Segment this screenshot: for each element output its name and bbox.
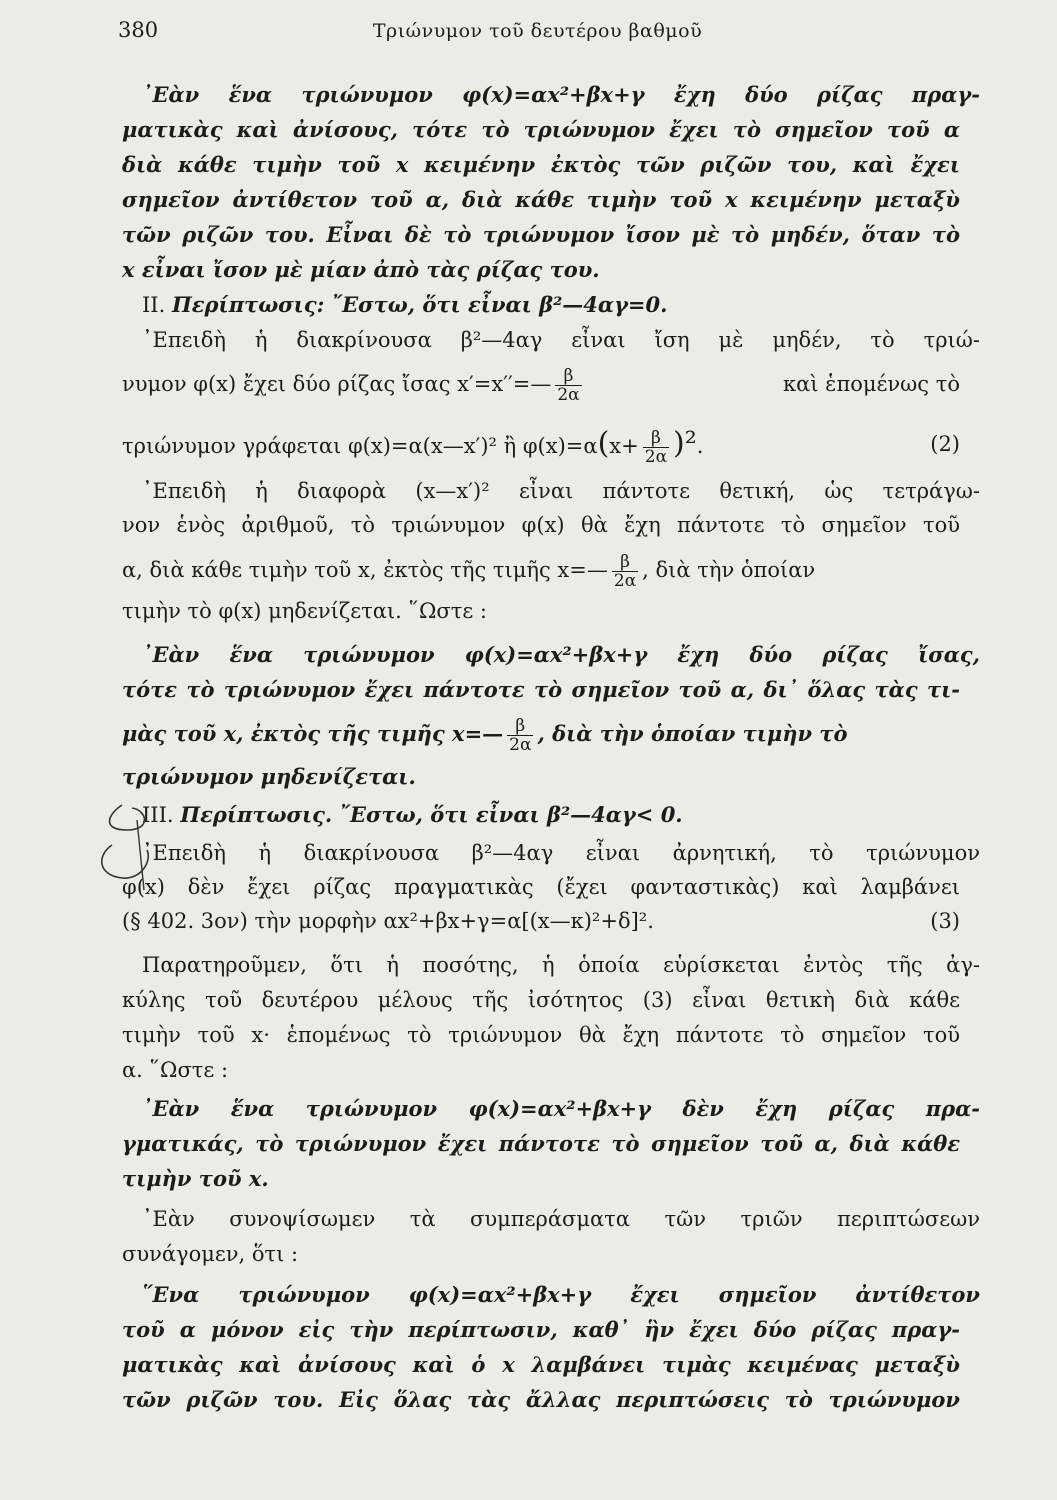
text-line: τιμὴν τὸ φ(x) μηδενίζεται. ῞Ωστε : <box>122 599 487 623</box>
text-line: ᾿Εὰν ἕνα τριώνυμον φ(x)=αx²+βx+γ δὲν ἔχη ρίζας πρα- <box>142 1096 980 1121</box>
text-line: τιμὴν τοῦ x. <box>122 1166 269 1191</box>
section-number: II. <box>142 293 172 317</box>
text-line: τότε τὸ τριώνυμον ἔχει πάντοτε τὸ σημεῖον τοῦ α, δι᾿ ὅλας τὰς τι- <box>122 677 960 702</box>
fraction <box>612 553 638 590</box>
fraction-numerator: β <box>643 429 669 448</box>
text-segment: μὰς τοῦ x, ἐκτὸς τῆς τιμῆς x=— <box>122 721 504 746</box>
text-line: Παρατηροῦμεν, ὅτι ἡ ποσότης, ἡ ὁποία εὑρίσκεται ἐντὸς τῆς ἀγ- <box>142 953 980 977</box>
text-line: ᾿Εὰν συνοψίσωμεν τὰ συμπεράσματα τῶν τριῶν περιπτώσεων <box>142 1207 980 1231</box>
text-line: x εἶναι ἴσον μὲ μίαν ἀπὸ τὰς ρίζας του. <box>122 257 600 282</box>
paren-close: )² <box>673 426 697 461</box>
text-line: διὰ κάθε τιμὴν τοῦ x κειμένην ἐκτὸς τῶν ριζῶν του, καὶ ἔχει <box>122 152 960 177</box>
equation-number: (2) <box>930 432 960 456</box>
text-line: ῞Ενα τριώνυμον φ(x)=αx²+βx+γ ἔχει σημεῖον ἀντίθετον <box>142 1282 980 1307</box>
fraction-numerator: β <box>612 553 638 572</box>
text-line: σημεῖον ἀντίθετον τοῦ α, διὰ κάθε τιμὴν τοῦ x κειμένην μεταξὺ <box>122 187 960 212</box>
text-line-with-fraction <box>122 548 960 592</box>
page-header <box>118 18 957 54</box>
text-line: ᾿Επειδὴ ἡ διακρίνουσα β²—4αγ εἶναι ἴση μὲ μηδέν, τὸ τριώ- <box>142 328 980 352</box>
text-line: φ(x) δὲν ἔχει ρίζας πραγματικὰς (ἔχει φανταστικὰς) καὶ λαμβάνει <box>122 875 960 899</box>
section-heading-III <box>122 800 980 830</box>
section-title: Περίπτωσις. ῎Εστω, ὅτι εἶναι β²—4αγ< 0. <box>180 802 683 827</box>
fraction-denominator: 2α <box>613 571 637 591</box>
equation-line-3 <box>122 906 960 936</box>
text-line: ᾿Επειδὴ ἡ διακρίνουσα β²—4αγ εἶναι ἀρνητική, τὸ τριώνυμον <box>142 841 980 865</box>
text-segment: x+ <box>609 434 639 458</box>
text-line: κύλης τοῦ δευτέρου μέλους τῆς ἰσότητος (3) εἶναι θετικὴ διὰ κάθε <box>122 988 960 1012</box>
text-segment: (§ 402. 3ον) τὴν μορφὴν αx²+βx+γ=α[(x—κ)²+δ]². <box>122 909 654 933</box>
text-line: τοῦ α μόνον εἰς τὴν περίπτωσιν, καθ᾿ ἣν ἔχει δύο ρίζας πραγ- <box>122 1317 960 1342</box>
text-segment: νυμον φ(x) ἔχει δύο ρίζας ἴσας x′=x′′=— <box>122 372 552 396</box>
text-line: ᾿Εὰν ἕνα τριώνυμον φ(x)=αx²+βx+γ ἔχη δύο ρίζας ἴσας, <box>142 642 980 667</box>
text-line: τῶν ριζῶν του. Εἶναι δὲ τὸ τριώνυμον ἴσον μὲ τὸ μηδέν, ὅταν τὸ <box>122 222 960 247</box>
fraction <box>507 717 533 754</box>
fraction-numerator: β <box>507 717 533 736</box>
paren-open: ( <box>597 426 610 461</box>
text-line: α. ῞Ωστε : <box>122 1058 229 1082</box>
text-segment: . <box>696 434 704 458</box>
text-line-with-fraction <box>122 712 960 756</box>
text-line: τῶν ριζῶν του. Εἰς ὅλας τὰς ἄλλας περιπτώσεις τὸ τριώνυμον <box>122 1387 960 1412</box>
fraction <box>643 429 669 466</box>
page-number: 380 <box>118 18 159 42</box>
text-line: συνάγομεν, ὅτι : <box>122 1242 299 1266</box>
section-title: Περίπτωσις: ῎Εστω, ὅτι εἶναι β²—4αγ=0. <box>171 292 668 317</box>
text-line: ᾿Επειδὴ ἡ διαφορὰ (x—x′)² εἶναι πάντοτε θετική, ὡς τετράγω- <box>142 479 980 503</box>
handwritten-margin-mark-icon <box>92 800 162 890</box>
fraction-denominator: 2α <box>509 735 532 755</box>
text-line: τριώνυμον μηδενίζεται. <box>122 764 416 789</box>
text-line: νον ἑνὸς ἀριθμοῦ, τὸ τριώνυμον φ(x) θὰ ἔχη πάντοτε τὸ σημεῖον τοῦ <box>122 513 960 537</box>
equation-number: (3) <box>930 909 960 933</box>
text-line-with-fraction <box>122 362 960 406</box>
text-segment: καὶ ἑπομένως τὸ <box>782 372 960 396</box>
text-segment: , διὰ τὴν ὁποίαν τιμὴν τὸ <box>537 721 848 746</box>
text-line: τιμὴν τοῦ x· ἑπομένως τὸ τριώνυμον θὰ ἔχη πάντοτε τὸ σημεῖον τοῦ <box>122 1023 960 1047</box>
text-segment: α, διὰ κάθε τιμὴν τοῦ x, ἐκτὸς τῆς τιμῆς x=— <box>122 558 608 582</box>
text-line: ᾿Εὰν ἕνα τριώνυμον φ(x)=αx²+βx+γ ἔχη δύο ρίζας πραγ- <box>142 82 980 107</box>
text-segment: , διὰ τὴν ὁποίαν <box>642 558 816 582</box>
equation-line-2 <box>122 420 960 468</box>
fraction-denominator: 2α <box>644 447 668 467</box>
fraction-numerator: β <box>555 367 581 386</box>
running-title: Τριώνυμον τοῦ δευτέρου βαθμοῦ <box>372 20 703 42</box>
text-line: ματικὰς καὶ ἀνίσους καὶ ὁ x λαμβάνει τιμὰς κειμένας μεταξὺ <box>122 1352 960 1377</box>
fraction-denominator: 2α <box>557 385 580 405</box>
section-heading-II <box>122 290 980 320</box>
text-segment: τριώνυμον γράφεται φ(x)=α(x—x′)² ἢ φ(x)=α <box>122 434 598 458</box>
text-line: γματικάς, τὸ τριώνυμον ἔχει πάντοτε τὸ σημεῖον τοῦ α, διὰ κάθε <box>122 1131 960 1156</box>
section-number: III. <box>142 803 181 827</box>
text-line: ματικὰς καὶ ἀνίσους, τότε τὸ τριώνυμον ἔχει τὸ σημεῖον τοῦ α <box>122 117 960 142</box>
fraction <box>555 367 581 404</box>
